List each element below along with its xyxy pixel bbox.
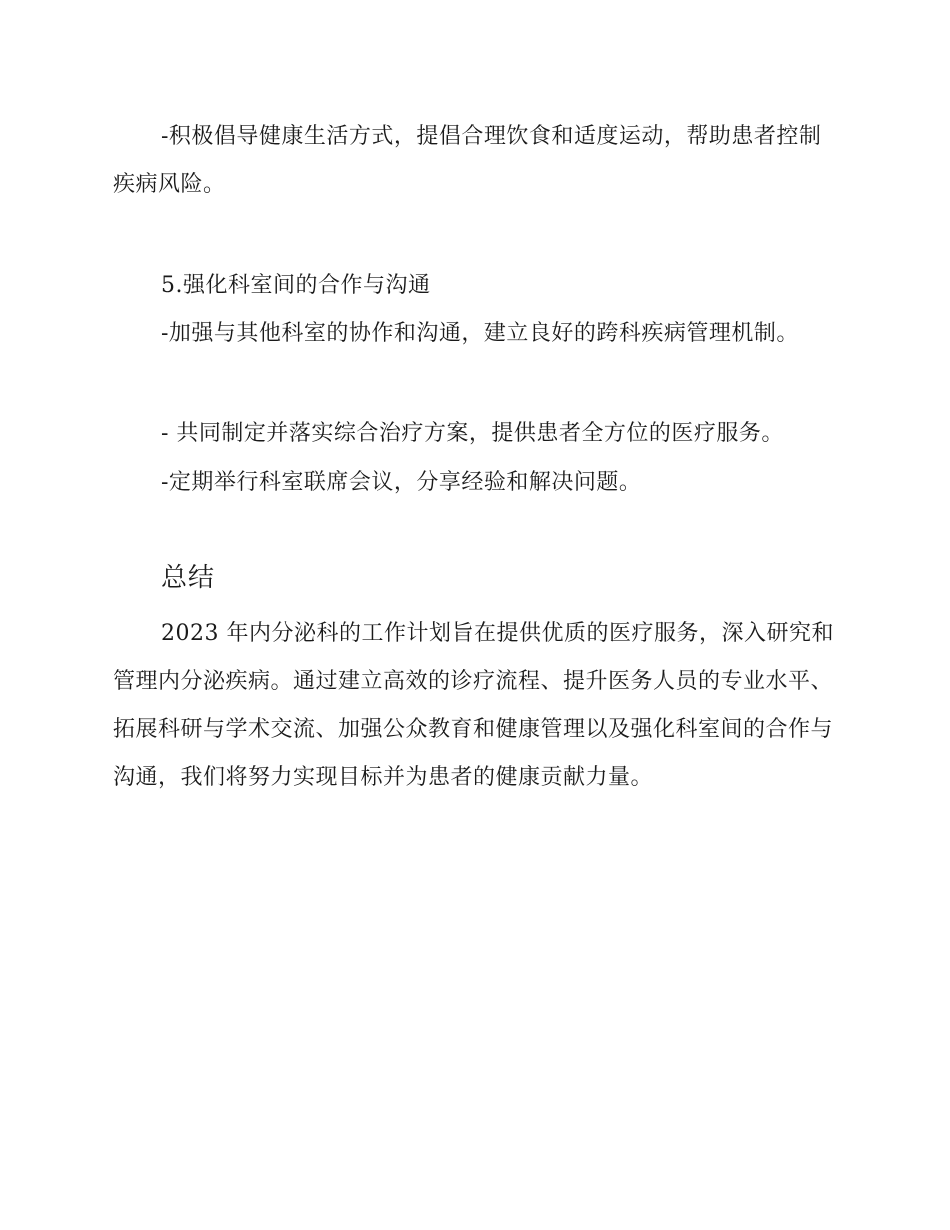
summary-body: 2023 年内分泌科的工作计划旨在提供优质的医疗服务，深入研究和管理内分泌疾病。通过建立高效的诊疗流程、提升医务人员的专业水平、拓展科研与学术交流、加强公众教育和健康管理以及强化科室间的合作与沟通，我们将努力实现目标并为患者的健康贡献力量。 [113, 621, 834, 790]
section-heading-cooperation: 5.强化科室间的合作与沟通 [161, 273, 431, 298]
paragraph-treatment-plan: - 共同制定并落实综合治疗方案，提供患者全方位的医疗服务。 [161, 421, 784, 446]
paragraph-joint-meetings: -定期举行科室联席会议，分享经验和解决问题。 [161, 470, 642, 495]
paragraph-healthy-lifestyle: -积极倡导健康生活方式，提倡合理饮食和适度运动，帮助患者控制疾病风险。 [113, 124, 822, 197]
paragraph-cross-department: -加强与其他科室的协作和沟通，建立良好的跨科疾病管理机制。 [161, 321, 799, 346]
summary-title: 总结 [161, 563, 216, 593]
